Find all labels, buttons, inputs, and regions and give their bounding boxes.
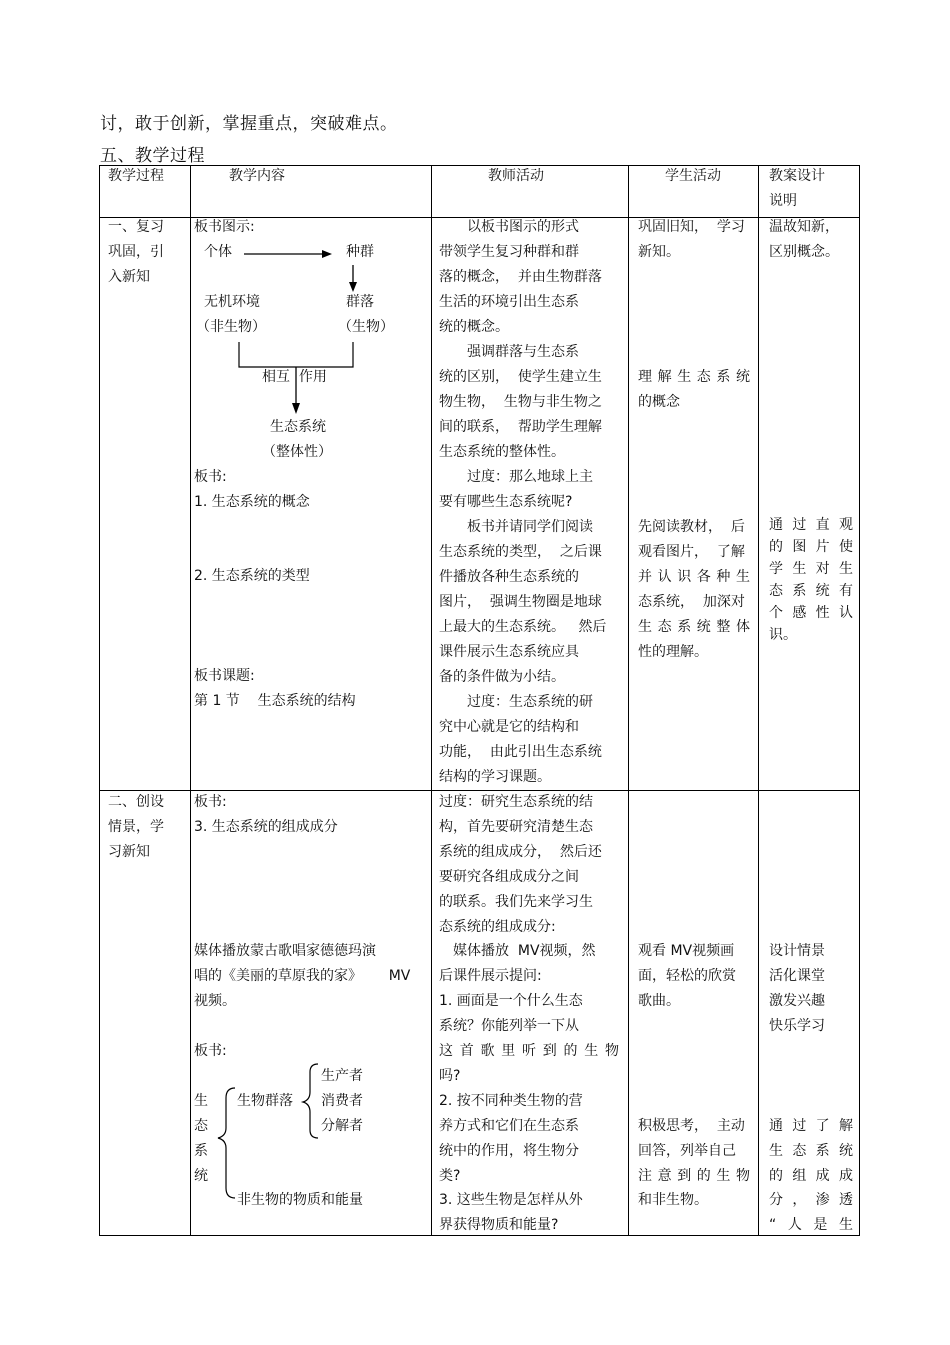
node-community-sub: （生物） [338,319,394,335]
teacher-line: 过度：研究生态系统的结 [439,794,593,810]
row2-board-label: 板书: [194,794,227,810]
media-line: 媒体播放蒙古歌唱家德德玛演 [194,943,376,959]
teacher-line: 究中心就是它的结构和 [439,719,579,735]
board-label: 板书: [194,469,227,485]
teacher-line: 过度：那么地球上主 [439,469,593,485]
teacher-line: 系统的组成成分， 然后还 [439,844,602,860]
row1-process-1: 一、复习 [108,219,164,235]
row1-process-2: 巩固，引 [108,244,164,260]
teacher-line: 过度：生态系统的研 [439,694,593,710]
teacher-line: 课件展示生态系统应具 [439,644,579,660]
teacher-line: 这首歌里听到的生物 [439,1043,619,1059]
teacher-line: 3. 这些生物是怎样从外 [439,1192,583,1208]
node-individual: 个体 [204,244,232,260]
row1-student-c: 先阅读教材， 后 [638,519,745,535]
header-design-2: 说明 [769,193,797,209]
row2-design-a: 快乐学习 [769,1018,825,1034]
teacher-line: 结构的学习课题。 [439,769,551,785]
row1-process-3: 入新知 [108,269,150,285]
row2-design-a: 激发兴趣 [769,993,825,1009]
teacher-line: 落的概念， 并由生物群落 [439,269,602,285]
row2-student-b: 和非生物。 [638,1192,708,1208]
teacher-line: 1. 画面是一个什么生态 [439,993,583,1009]
decomposer: 分解者 [321,1118,363,1134]
section-title: 第 1 节 生态系统的结构 [194,693,356,709]
board-diagram-label: 板书图示: [194,219,255,235]
row2-student-a: 观看 MV视频画 [638,943,735,959]
item-concept: 1. 生态系统的概念 [194,494,310,510]
eco-char: 统 [194,1168,208,1184]
row1-design-b: 个感性认 [769,605,853,621]
composition-braces [100,166,861,1237]
row1-student-c: 态系统， 加深对 [638,594,745,610]
eco-char: 生 [194,1093,208,1109]
row1-design-b: 的图片使 [769,539,853,555]
row2-student-a: 歌曲。 [638,993,680,1009]
teacher-line: 后课件展示提问: [439,968,542,984]
row1-design-b: 学生对生 [769,561,853,577]
teacher-line: 的联系。我们先来学习生 [439,894,593,910]
teacher-line: 强调群落与生态系 [439,344,579,360]
biotic-community: 生物群落 [237,1093,293,1109]
row2-design-b: 的组成成 [769,1168,853,1184]
row2-design-b: 生态系统 [769,1143,853,1159]
teacher-line: 板书并请同学们阅读 [439,519,593,535]
teacher-line: 生态系统的类型， 之后课 [439,544,602,560]
header-content: 教学内容 [229,168,285,184]
row1-student-c: 性的理解。 [638,644,708,660]
row2-board-label-2: 板书: [194,1043,227,1059]
row1-student-c: 并认识各种生 [638,569,750,585]
item-types: 2. 生态系统的类型 [194,568,310,584]
teacher-line: 带领学生复习种群和群 [439,244,579,260]
row2-student-b: 回答，列举自己 [638,1143,736,1159]
row2-student-b: 注意到的生物 [638,1168,750,1184]
media-line: 视频。 [194,993,236,1009]
row1-student-c: 观看图片， 了解 [638,544,745,560]
teacher-line: 统的区别， 使学生建立生 [439,369,602,385]
row2-process-1: 二、创设 [108,794,164,810]
teacher-line: 界获得物质和能量? [439,1217,559,1233]
node-ecosystem-sub: （整体性） [262,444,332,460]
teaching-process-table [99,165,860,1236]
row1-design-a: 区别概念。 [769,244,839,260]
row1-student-c: 生态系统整体 [638,619,750,635]
row1-student-a: 巩固旧知， 学习 [638,219,745,235]
media-line: 唱的《美丽的草原我的家》 MV [194,968,411,984]
header-process: 教学过程 [108,168,164,184]
board-topic-label: 板书课题: [194,668,255,684]
teacher-line: 件播放各种生态系统的 [439,569,579,585]
row2-process-3: 习新知 [108,844,150,860]
teacher-line: 要有哪些生态系统呢? [439,494,573,510]
node-abiotic: 无机环境 [204,294,260,310]
row1-design-b: 通过直观 [769,517,853,533]
node-population: 种群 [346,244,374,260]
producer: 生产者 [321,1068,363,1084]
teacher-line: 态系统的组成成分: [439,919,556,935]
teacher-line: 生活的环境引出生态系 [439,294,579,310]
row1-student-a: 新知。 [638,244,680,260]
interaction-label: 相互 作用 [262,369,327,385]
consumer: 消费者 [321,1093,363,1109]
row1-design-a: 温故知新， [769,219,839,235]
teacher-line: 统中的作用，将生物分 [439,1143,579,1159]
intro-line: 讨，敢于创新，掌握重点，突破难点。 [100,114,398,134]
teacher-line: 要研究各组成成分之间 [439,869,579,885]
node-ecosystem: 生态系统 [270,419,326,435]
teacher-line: 间的联系， 帮助学生理解 [439,419,602,435]
row1-design-b: 态系统有 [769,583,853,599]
teacher-line: 上最大的生态系统。 然后 [439,619,607,635]
teacher-line: 备的条件做为小结。 [439,669,565,685]
teacher-line: 吗? [439,1068,461,1084]
node-community: 群落 [346,294,374,310]
teacher-line: 统的概念。 [439,319,509,335]
teacher-line: 物生物， 生物与非生物之 [439,394,602,410]
nonliving-matter: 非生物的物质和能量 [237,1192,363,1208]
row2-design-a: 设计情景 [769,943,825,959]
row2-process-2: 情景，学 [108,819,164,835]
item-components: 3. 生态系统的组成成分 [194,819,338,835]
teacher-line: 系统？你能列举一下从 [439,1018,579,1034]
row2-student-b: 积极思考， 主动 [638,1118,745,1134]
teacher-line: 功能， 由此引出生态系统 [439,744,602,760]
row2-design-b: “人是生 [769,1217,853,1233]
teacher-line: 生态系统的整体性。 [439,444,565,460]
teacher-line: 构，首先要研究清楚生态 [439,819,593,835]
header-design: 教案设计 [769,168,825,184]
teacher-line: 2. 按不同种类生物的营 [439,1093,583,1109]
row2-student-a: 面，轻松的欣赏 [638,968,736,984]
section-heading: 五、教学过程 [100,146,205,166]
eco-char: 系 [194,1143,208,1159]
teacher-line: 图片， 强调生物圈是地球 [439,594,602,610]
row2-design-b: 分，渗透 [769,1192,853,1208]
row1-student-b: 的概念 [638,394,680,410]
header-teacher: 教师活动 [488,168,544,184]
row1-student-b: 理解生态系统 [638,369,750,385]
node-abiotic-sub: （非生物） [196,319,266,335]
header-student: 学生活动 [665,168,721,184]
teacher-line: 以板书图示的形式 [439,219,579,235]
row2-design-a: 活化课堂 [769,968,825,984]
eco-char: 态 [194,1118,208,1134]
teacher-line: 媒体播放 MV视频，然 [439,943,596,959]
row1-design-b: 识。 [769,627,797,643]
teacher-line: 养方式和它们在生态系 [439,1118,579,1134]
teacher-line: 类? [439,1168,461,1184]
row2-design-b: 通过了解 [769,1118,853,1134]
